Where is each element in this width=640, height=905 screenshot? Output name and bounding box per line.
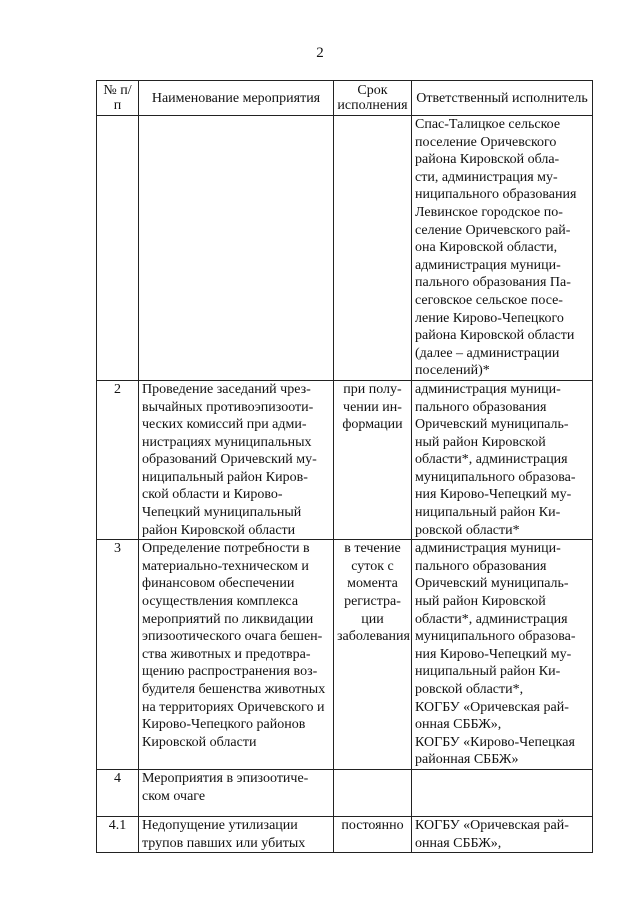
measures-table bbox=[96, 80, 593, 853]
cell-text-line: ской области и Кирово- bbox=[142, 487, 283, 503]
row-number: 4.1 bbox=[97, 816, 139, 852]
cell-text-line: образований Оричевский му- bbox=[142, 452, 317, 468]
cell-text-line: администрация муници- bbox=[415, 541, 561, 557]
cell-text-line: ниципальный район Ки- bbox=[415, 505, 561, 521]
cell-text-line: Оричевский муниципаль- bbox=[415, 417, 569, 433]
header-number: № п/п bbox=[97, 81, 139, 116]
cell-text-line: ление Кирово-Чепецкого bbox=[415, 310, 564, 326]
cell-text-line: ском очаге bbox=[142, 788, 206, 804]
table-row bbox=[97, 116, 593, 381]
cell-text-line: онная СББЖ», bbox=[415, 717, 502, 733]
cell-text-line: ный район Кировской bbox=[415, 434, 546, 450]
header-responsible: Ответственный исполнитель bbox=[412, 81, 593, 116]
cell-text-line: регистра- bbox=[344, 594, 401, 610]
measure-name bbox=[139, 769, 334, 816]
cell-text-line: пального образования bbox=[415, 399, 547, 415]
cell-text-line: Спас-Талицкое сельское bbox=[415, 117, 561, 132]
cell-text-line: области*, администрация bbox=[415, 611, 568, 627]
cell-text-line: пального образования Па- bbox=[415, 275, 571, 291]
table-row bbox=[97, 816, 593, 852]
cell-text-line: Недопущение утилизации bbox=[142, 817, 298, 833]
cell-text-line: ровской области*, bbox=[415, 682, 524, 697]
cell-text-line: мероприятий по ликвидации bbox=[142, 611, 314, 627]
cell-text-line: момента bbox=[347, 576, 398, 592]
cell-text-line: на территориях Оричевского и bbox=[142, 699, 325, 715]
cell-text-line: район Кировской области bbox=[142, 522, 296, 538]
cell-text-line: Проведение заседаний чрез- bbox=[142, 381, 311, 397]
cell-text-line: селение Оричевского рай- bbox=[415, 222, 571, 238]
responsible-executor bbox=[412, 769, 593, 816]
cell-text-line: при полу- bbox=[343, 381, 402, 397]
cell-text-line: района Кировской обла- bbox=[415, 152, 560, 168]
cell-text-line: ческих комиссий при адми- bbox=[142, 417, 307, 433]
cell-text-line: сти, администрация му- bbox=[415, 169, 558, 185]
cell-text-line: ния Кирово-Чепецкий му- bbox=[415, 646, 572, 662]
cell-text-line: Определение потребности в bbox=[142, 541, 310, 557]
cell-text-line: администрация муници- bbox=[415, 257, 561, 273]
row-number: 4 bbox=[97, 769, 139, 816]
cell-text-line: в течение bbox=[344, 541, 401, 557]
deadline bbox=[334, 380, 412, 539]
cell-text-line: материально-техническом и bbox=[142, 558, 309, 574]
cell-text-line: заболевания bbox=[337, 629, 410, 645]
responsible-executor bbox=[412, 380, 593, 539]
cell-text-line: суток с bbox=[351, 558, 394, 574]
row-number: 2 bbox=[97, 380, 139, 539]
cell-text-line: пального образования bbox=[415, 558, 547, 574]
cell-text-line: осуществления комплекса bbox=[142, 594, 299, 610]
measure-name bbox=[139, 540, 334, 770]
responsible-executor bbox=[412, 540, 593, 770]
responsible-executor bbox=[412, 116, 593, 381]
cell-text-line: чении ин- bbox=[343, 399, 402, 415]
cell-text-line: постоянно bbox=[341, 817, 404, 833]
cell-text-line: поселение Оричевского bbox=[415, 134, 557, 150]
responsible-executor bbox=[412, 816, 593, 852]
cell-text-line: поселений)* bbox=[415, 363, 490, 379]
cell-text-line: будителя бешенства животных bbox=[142, 682, 326, 697]
cell-text-line: Кировской области bbox=[142, 734, 257, 750]
measure-name bbox=[139, 116, 334, 381]
cell-text-line: КОГБУ «Кирово-Чепецкая bbox=[415, 734, 575, 750]
cell-text-line: ный район Кировской bbox=[415, 594, 546, 610]
cell-text-line: ровской области* bbox=[415, 522, 520, 538]
cell-text-line: муниципального образова- bbox=[415, 629, 576, 645]
cell-text-line: (далее – администрации bbox=[415, 345, 560, 361]
cell-text-line: нистрациях муниципальных bbox=[142, 434, 312, 450]
cell-text-line: ниципальный район Киров- bbox=[142, 469, 308, 485]
cell-text-line: области*, администрация bbox=[415, 452, 568, 468]
cell-text-line: ниципального образования bbox=[415, 187, 577, 203]
cell-text-line: ния Кирово-Чепецкий му- bbox=[415, 487, 572, 503]
cell-text-line: КОГБУ «Оричевская рай- bbox=[415, 817, 569, 833]
cell-text-line: ства животных и предотвра- bbox=[142, 646, 311, 662]
cell-text-line: сеговское сельское посе- bbox=[415, 292, 563, 308]
deadline bbox=[334, 816, 412, 852]
deadline bbox=[334, 540, 412, 770]
cell-text-line: Кирово-Чепецкого районов bbox=[142, 717, 306, 733]
page-number: 2 bbox=[316, 45, 324, 61]
cell-text-line: вычайных противоэпизооти- bbox=[142, 399, 314, 415]
row-number bbox=[97, 116, 139, 381]
table-row bbox=[97, 380, 593, 539]
cell-text-line: Чепецкий муниципальный bbox=[142, 505, 302, 521]
cell-text-line: района Кировской области bbox=[415, 328, 575, 344]
cell-text-line: трупов павших или убитых bbox=[142, 835, 306, 851]
cell-text-line: Мероприятия в эпизоотиче- bbox=[142, 770, 309, 786]
cell-text-line: муниципального образова- bbox=[415, 469, 576, 485]
cell-text-line: формации bbox=[342, 417, 403, 433]
table-row bbox=[97, 540, 593, 770]
cell-text-line: ции bbox=[361, 611, 384, 627]
cell-text-line: администрация муници- bbox=[415, 381, 561, 397]
cell-text-line: эпизоотического очага бешен- bbox=[142, 629, 323, 645]
cell-text-line: КОГБУ «Оричевская рай- bbox=[415, 699, 569, 715]
cell-text-line: Оричевский муниципаль- bbox=[415, 576, 569, 592]
deadline bbox=[334, 116, 412, 381]
deadline bbox=[334, 769, 412, 816]
cell-text-line: она Кировской области, bbox=[415, 240, 558, 256]
cell-text-line: щению распространения воз- bbox=[142, 664, 318, 680]
cell-text-line: районная СББЖ» bbox=[415, 752, 519, 768]
table-row bbox=[97, 769, 593, 816]
cell-text-line: Левинское городское по- bbox=[415, 204, 563, 220]
cell-text-line: онная СББЖ», bbox=[415, 835, 502, 851]
header-measure-name: Наименование мероприятия bbox=[139, 81, 334, 116]
cell-text-line: финансовом обеспечении bbox=[142, 576, 295, 592]
table-header-row bbox=[97, 81, 593, 116]
cell-text-line: ниципальный район Ки- bbox=[415, 664, 561, 680]
header-deadline: Срок исполнения bbox=[334, 81, 412, 116]
row-number: 3 bbox=[97, 540, 139, 770]
measure-name bbox=[139, 380, 334, 539]
measure-name bbox=[139, 816, 334, 852]
